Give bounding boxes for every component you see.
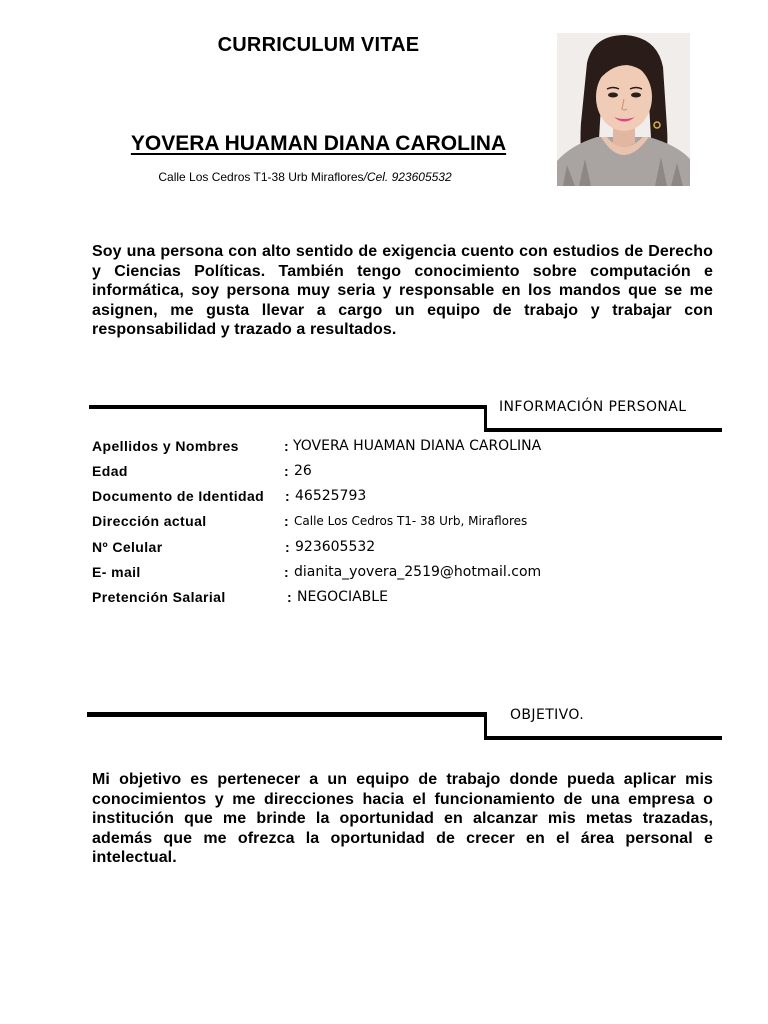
document-title: CURRICULUM VITAE	[217, 34, 420, 56]
objective-divider-left	[87, 712, 487, 717]
info-value: 26	[294, 463, 312, 479]
section-divider-left	[89, 405, 487, 409]
info-label: E- mail	[92, 564, 141, 580]
section-divider-right	[484, 428, 722, 432]
info-label: Documento de Identidad	[92, 488, 265, 504]
personal-info-heading: INFORMACIÓN PERSONAL	[499, 399, 687, 415]
info-row-id	[92, 486, 712, 506]
info-colon: :	[284, 463, 289, 479]
address-text: Calle Los Cedros T1-38 Urb Miraflores	[158, 170, 364, 184]
info-value: 46525793	[295, 488, 367, 504]
info-row-name	[92, 436, 712, 456]
info-value: 923605532	[295, 539, 376, 555]
info-label: Dirección actual	[92, 513, 207, 529]
objective-heading: OBJETIVO.	[510, 707, 585, 723]
info-colon: :	[284, 513, 289, 529]
info-row-email	[92, 562, 712, 582]
info-row-phone	[92, 537, 712, 557]
info-colon: :	[285, 539, 290, 555]
objective-divider-right	[484, 736, 722, 740]
info-value: NEGOCIABLE	[297, 589, 388, 605]
profile-summary: Soy una persona con alto sentido de exigencia cuento con estudios de Derecho y Ciencias Políticas. También tengo conocimiento sobre computación e informática, soy persona muy seria y responsable en los mandos que se me asignen, me gusta llevar a cargo un equipo de trabajo y trabajar con responsabilidad y trazado a resultados.	[92, 243, 713, 339]
info-row-salary	[92, 587, 712, 607]
info-value: YOVERA HUAMAN DIANA CAROLINA	[293, 438, 542, 454]
info-label: Edad	[92, 463, 128, 479]
objective-text: Mi objetivo es pertenecer a un equipo de trabajo donde pueda aplicar mis conocimientos y me direcciones hacia el funcionamiento de una empresa o institución que me brinde la oportunidad en alcanzar mis metas trazadas, además que me ofrezca la oportunidad de crecer en el área personal e intelectual.	[92, 771, 713, 867]
info-label: Pretención Salarial	[92, 589, 226, 605]
info-row-age	[92, 461, 712, 481]
objective-divider-step	[484, 712, 487, 739]
info-label: Nº Celular	[92, 539, 163, 555]
candidate-name: YOVERA HUAMAN DIANA CAROLINA	[130, 132, 507, 155]
info-value: dianita_yovera_2519@hotmail.com	[294, 564, 542, 580]
info-colon: :	[285, 488, 290, 504]
phone-text: /Cel. 923605532	[363, 170, 452, 184]
info-colon: :	[284, 438, 289, 454]
info-colon: :	[287, 589, 292, 605]
info-colon: :	[284, 564, 289, 580]
contact-line	[0, 170, 610, 184]
info-label: Apellidos y Nombres	[92, 438, 239, 454]
profile-photo	[557, 33, 690, 186]
info-value: Calle Los Cedros T1- 38 Urb, Miraflores	[294, 514, 528, 528]
info-row-address	[92, 511, 712, 531]
